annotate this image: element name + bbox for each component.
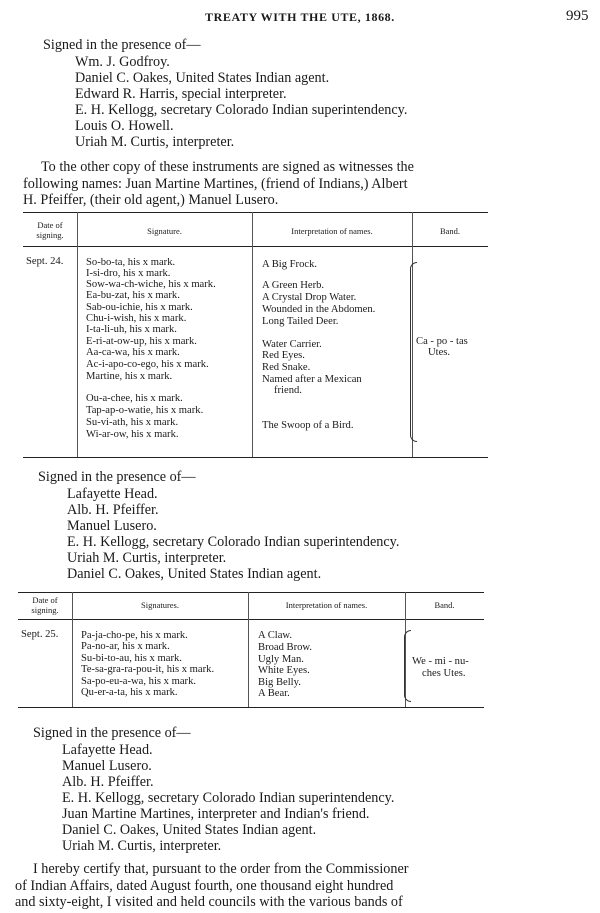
header-interpretation: Interpretation of names. [291, 226, 373, 236]
interpretation-entry: A Claw. [258, 630, 293, 641]
table-top-rule [18, 592, 484, 593]
signature-entry: Pa-no-ar, his x mark. [81, 641, 170, 652]
band-name: We - mi - nu- [412, 656, 469, 667]
witness-name: Daniel C. Oakes, United States Indian agent. [67, 566, 322, 582]
interpretation-entry: Red Snake. [262, 362, 311, 373]
interpretation-entry: Long Tailed Deer. [262, 316, 339, 327]
witness-name: Uriah M. Curtis, interpreter. [67, 550, 227, 566]
band-name: ches Utes. [422, 668, 466, 679]
signature-entry: Ac-i-apo-co-ego, his x mark. [86, 359, 209, 370]
witness-name: E. H. Kellogg, secretary Colorado Indian superintendency. [75, 102, 408, 118]
signature-entry: I-si-dro, his x mark. [86, 268, 171, 279]
band-name: Utes. [428, 347, 451, 358]
interpretation-entry: Broad Brow. [258, 642, 313, 653]
header-date: Date of signing. [31, 595, 59, 615]
table-header-rule [23, 246, 488, 247]
header-signature: Signatures. [140, 600, 179, 610]
interpretation-entry: Red Eyes. [262, 350, 305, 361]
witness-name: Uriah M. Curtis, interpreter. [62, 838, 222, 854]
signature-entry: Te-sa-gra-ra-pou-it, his x mark. [81, 664, 215, 675]
paragraph-line: I hereby certify that, pursuant to the order from the Commissioner [33, 861, 409, 877]
header-interpretation: Interpretation of names. [285, 600, 368, 610]
signature-entry: Pa-ja-cho-pe, his x mark. [81, 630, 188, 641]
paragraph-line: of Indian Affairs, dated August fourth, one thousand eight hundred [15, 877, 394, 894]
interpretation-entry: Water Carrier. [262, 339, 322, 350]
witness-name: Juan Martine Martines, interpreter and Indian's friend. [62, 806, 370, 822]
page-number: 995 [566, 8, 589, 24]
table-header-rule [18, 619, 484, 620]
witness-name: E. H. Kellogg, secretary Colorado Indian superintendency. [67, 534, 400, 550]
column-divider [252, 212, 253, 457]
signature-entry: Ea-bu-zat, his x mark. [86, 290, 180, 301]
header-signature: Signature. [147, 226, 182, 236]
interpretation-entry: The Swoop of a Bird. [262, 420, 354, 431]
band-brace [410, 262, 417, 442]
interpretation-entry: Wounded in the Abdomen. [262, 304, 376, 315]
signature-entry: Su-bi-to-au, his x mark. [81, 653, 182, 664]
witness-name: Manuel Lusero. [67, 518, 157, 534]
paragraph-line: following names: Juan Martine Martines, (friend of Indians,) Albert [23, 175, 408, 192]
witness-name: Louis O. Howell. [75, 118, 174, 134]
signature-entry: Qu-er-a-ta, his x mark. [81, 687, 178, 698]
table-top-rule [23, 212, 488, 213]
certification-paragraph [15, 861, 408, 911]
interpretation-entry: Ugly Man. [258, 654, 304, 665]
witness-intro: Signed in the presence of— [43, 37, 201, 53]
header-band: Band. [434, 600, 455, 610]
signature-entry: Su-vi-ath, his x mark. [86, 417, 179, 428]
witness-name: E. H. Kellogg, secretary Colorado Indian superintendency. [62, 790, 395, 806]
witness-intro: Signed in the presence of— [38, 469, 196, 485]
interpretation-entry: A Bear. [258, 688, 290, 699]
witness-name: Manuel Lusero. [62, 758, 152, 774]
signature-entry: Sab-ou-ichie, his x mark. [86, 302, 193, 313]
paragraph-line: H. Pfeiffer, (their old agent,) Manuel Lusero. [23, 192, 279, 208]
signature-entry: Aa-ca-wa, his x mark. [86, 347, 180, 358]
signature-entry: Tap-ap-o-watie, his x mark. [86, 405, 204, 416]
signature-entry: So-bo-ta, his x mark. [86, 257, 176, 268]
header-date: Date of signing. [36, 220, 64, 240]
witness-name: Lafayette Head. [62, 742, 153, 758]
signature-entry: Martine, his x mark. [86, 371, 173, 382]
witness-name: Daniel C. Oakes, United States Indian agent. [75, 70, 330, 86]
running-header-title: TREATY WITH THE UTE, 1868. [205, 10, 395, 24]
paragraph-line: To the other copy of these instruments are signed as witnesses the [41, 159, 414, 175]
band-name: Ca - po - tas [416, 336, 468, 347]
witness-name: Lafayette Head. [67, 486, 158, 502]
interpretation-entry: A Big Frock. [262, 259, 318, 270]
signing-date: Sept. 25. [21, 629, 59, 640]
witness-name: Uriah M. Curtis, interpreter. [75, 134, 235, 150]
witness-paragraph [23, 159, 414, 209]
signing-date: Sept. 24. [26, 256, 64, 267]
signature-entry: Wi-ar-ow, his x mark. [86, 429, 179, 440]
column-divider [77, 212, 78, 457]
paragraph-line: and sixty-eight, I visited and held councils with the various bands of [15, 894, 403, 910]
interpretation-entry: friend. [274, 385, 302, 396]
interpretation-entry: Big Belly. [258, 677, 301, 688]
witness-name: Wm. J. Godfroy. [75, 54, 170, 70]
signature-entry: Sow-wa-ch-wiche, his x mark. [86, 279, 216, 290]
signature-entry: Ou-a-chee, his x mark. [86, 393, 183, 404]
witness-name: Edward R. Harris, special interpreter. [75, 86, 287, 102]
interpretation-entry: White Eyes. [258, 665, 310, 676]
interpretation-entry: A Green Herb. [262, 280, 325, 291]
signature-entry: Chu-i-wish, his x mark. [86, 313, 187, 324]
interpretation-entry: Named after a Mexican [262, 374, 362, 385]
interpretation-entry: A Crystal Drop Water. [262, 292, 357, 303]
table-bottom-rule [18, 707, 484, 708]
witness-name: Alb. H. Pfeiffer. [62, 774, 154, 790]
signature-entry: Sa-po-eu-a-wa, his x mark. [81, 676, 197, 687]
band-brace [404, 630, 411, 702]
signature-entry: E-ri-at-ow-up, his x mark. [86, 336, 197, 347]
witness-name: Daniel C. Oakes, United States Indian agent. [62, 822, 317, 838]
witness-intro: Signed in the presence of— [33, 725, 191, 741]
signature-entry: I-ta-li-uh, his x mark. [86, 324, 177, 335]
table-bottom-rule [23, 457, 488, 458]
witness-name: Alb. H. Pfeiffer. [67, 502, 159, 518]
header-band: Band. [439, 226, 461, 236]
